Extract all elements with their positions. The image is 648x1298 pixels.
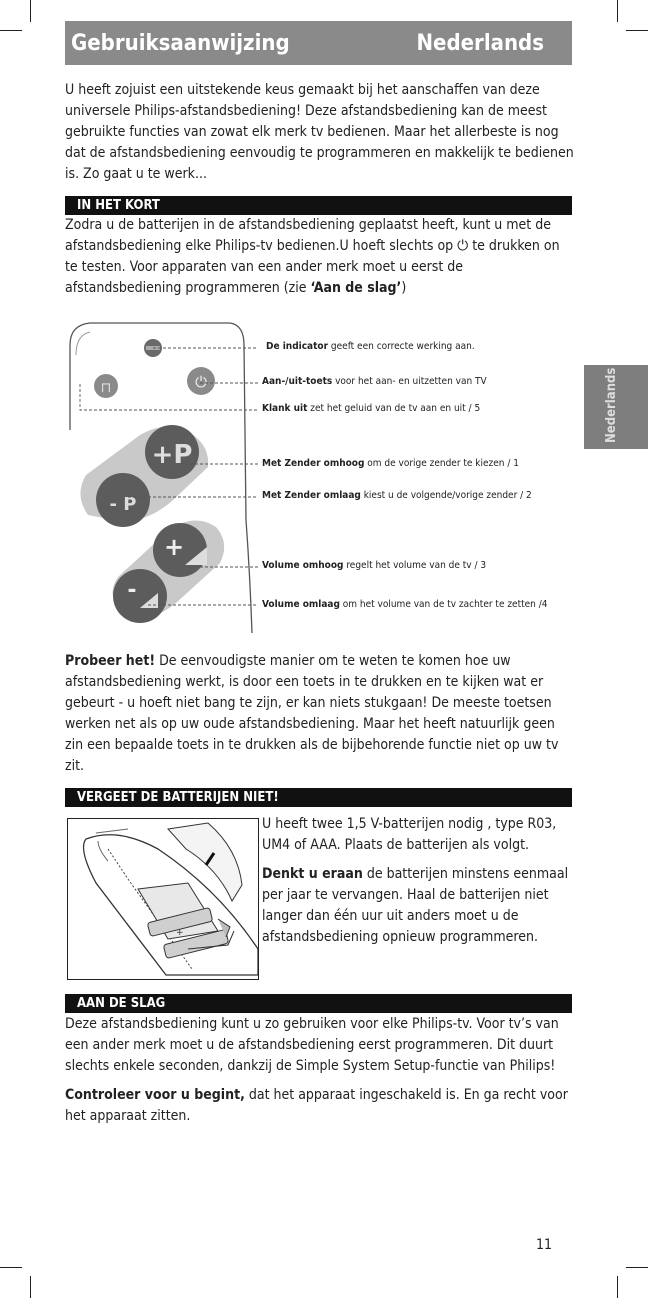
header-title: Gebruiksaanwijzing xyxy=(71,31,290,56)
aan-de-slag-text xyxy=(65,1014,575,1127)
callout-channel-up xyxy=(262,458,519,469)
callout-text: regelt het volume van de tv / 3 xyxy=(343,560,487,571)
text: te drukken on te testen. Voor apparaten van een ander merk moet u eerst de afstandsbediening programmeren (zie xyxy=(65,238,560,296)
reminder-text: de batterijen minstens eenmaal per jaar te vervangen. Haal de batterijen niet langer dan één uur uit anders moet u de afstandsbediening opnieuw programmeren. xyxy=(262,866,569,945)
probeer-term: Probeer het! xyxy=(65,653,156,669)
callout-term: Met Zender omlaag xyxy=(262,490,361,501)
crop-mark xyxy=(0,1267,22,1268)
callout-text: voor het aan- en uitzetten van TV xyxy=(332,376,487,387)
aan-de-slag-paragraph-2 xyxy=(65,1085,575,1127)
callout-power xyxy=(262,376,487,387)
callout-term: Volume omhoog xyxy=(262,560,344,571)
power-icon: ⏻ xyxy=(457,238,469,254)
callout-mute xyxy=(262,403,480,414)
header-language: Nederlands xyxy=(416,31,544,56)
section-heading-batterijen xyxy=(65,788,572,807)
callout-term: Met Zender omhoog xyxy=(262,458,365,469)
crop-mark xyxy=(617,1276,618,1298)
intro-paragraph: U heeft zojuist een uitstekende keus gemaakt bij het aanschaffen van deze universele Philips-afstandsbediening! Deze afstandsbediening kan de meest gebruikte functies van zowat elk merk tv bedienen. Maar het allerbeste is nog dat de afstandsbediening eenvoudig te programmeren en makkelijk te bedienen is. Zo gaat u te werk... xyxy=(65,82,574,182)
crop-mark xyxy=(30,1276,31,1298)
callout-text: zet het geluid van de tv aan en uit / 5 xyxy=(307,403,481,414)
section-title: AAN DE SLAG xyxy=(77,996,166,1011)
side-tab-label: Nederlands xyxy=(604,367,619,443)
crop-mark xyxy=(626,1267,648,1268)
callout-term: Volume omlaag xyxy=(262,599,340,610)
callout-text: om het volume van de tv zachter te zetten /4 xyxy=(339,599,548,610)
battery-paragraph-1: U heeft twee 1,5 V-batterijen nodig , type R03, UM4 of AAA. Plaats de batterijen als volgt. xyxy=(262,816,557,853)
callout-text: geeft een correcte werking aan. xyxy=(328,341,475,352)
section-title: IN HET KORT xyxy=(77,198,160,213)
aan-de-slag-paragraph-1: Deze afstandsbediening kunt u zo gebruiken voor elke Philips-tv. Voor tv’s van een ander merk moet u de afstandsbediening eerst programmeren. Dit duurt slechts enkele seconden, dankzij de Simple System Setup-functie van Philips! xyxy=(65,1016,559,1074)
battery-paragraph-2 xyxy=(262,864,572,948)
section-title: VERGEET DE BATTERIJEN NIET! xyxy=(77,790,279,805)
check-term: Controleer voor u begint, xyxy=(65,1087,245,1103)
text: ) xyxy=(401,280,407,296)
callout-text: om de vorige zender te kiezen / 1 xyxy=(364,458,519,469)
probeer-text: De eenvoudigste manier om te weten te komen hoe uw afstandsbediening werkt, is door een toets in te drukken en te kijken wat er gebeurt - u hoeft niet bang te zijn, er kan niets stukgaan! De meeste toetsen werken net als op uw oude afstandsbediening. Maar het heeft natuurlijk geen zin een bepaalde toets in te drukken als de bijbehorende functie niet op uw tv zit. xyxy=(65,653,559,774)
callout-text: kiest u de volgende/vorige zender / 2 xyxy=(360,490,532,501)
reminder-term: Denkt u eraan xyxy=(262,866,363,882)
volume-up-label: + xyxy=(163,533,185,561)
callout-leader-lines xyxy=(0,0,648,640)
section-reference: ‘Aan de slag’ xyxy=(310,280,402,296)
probeer-paragraph xyxy=(65,651,575,777)
text: Zodra u de batterijen in de afstandsbediening geplaatst heeft, kunt u met de afstandsbediening elke Philips-tv bedienen.U hoeft slechts op xyxy=(65,217,551,254)
callout-volume-down xyxy=(262,599,548,610)
svg-text:⏻: ⏻ xyxy=(195,373,207,391)
page-number: 11 xyxy=(536,1237,553,1253)
callout-volume-up xyxy=(262,560,486,571)
check-text: dat het apparaat ingeschakeld is. En ga recht voor het apparaat zitten. xyxy=(65,1087,568,1124)
channel-up-label: +P xyxy=(151,440,193,470)
callout-channel-down xyxy=(262,490,532,501)
callout-term: De indicator xyxy=(266,341,329,352)
callout-term: Aan-/uit-toets xyxy=(262,376,333,387)
callout-term: Klank uit xyxy=(262,403,308,414)
svg-text:+: + xyxy=(176,928,184,938)
volume-down-label: - xyxy=(127,578,137,603)
battery-text xyxy=(262,814,572,948)
section-heading-aan-de-slag xyxy=(65,994,572,1013)
svg-text:⊓: ⊓ xyxy=(100,380,112,396)
channel-down-label: - P xyxy=(109,494,137,515)
battery-compartment-drawing xyxy=(68,819,258,979)
callout-indicator xyxy=(266,341,475,352)
battery-illustration xyxy=(67,818,259,980)
